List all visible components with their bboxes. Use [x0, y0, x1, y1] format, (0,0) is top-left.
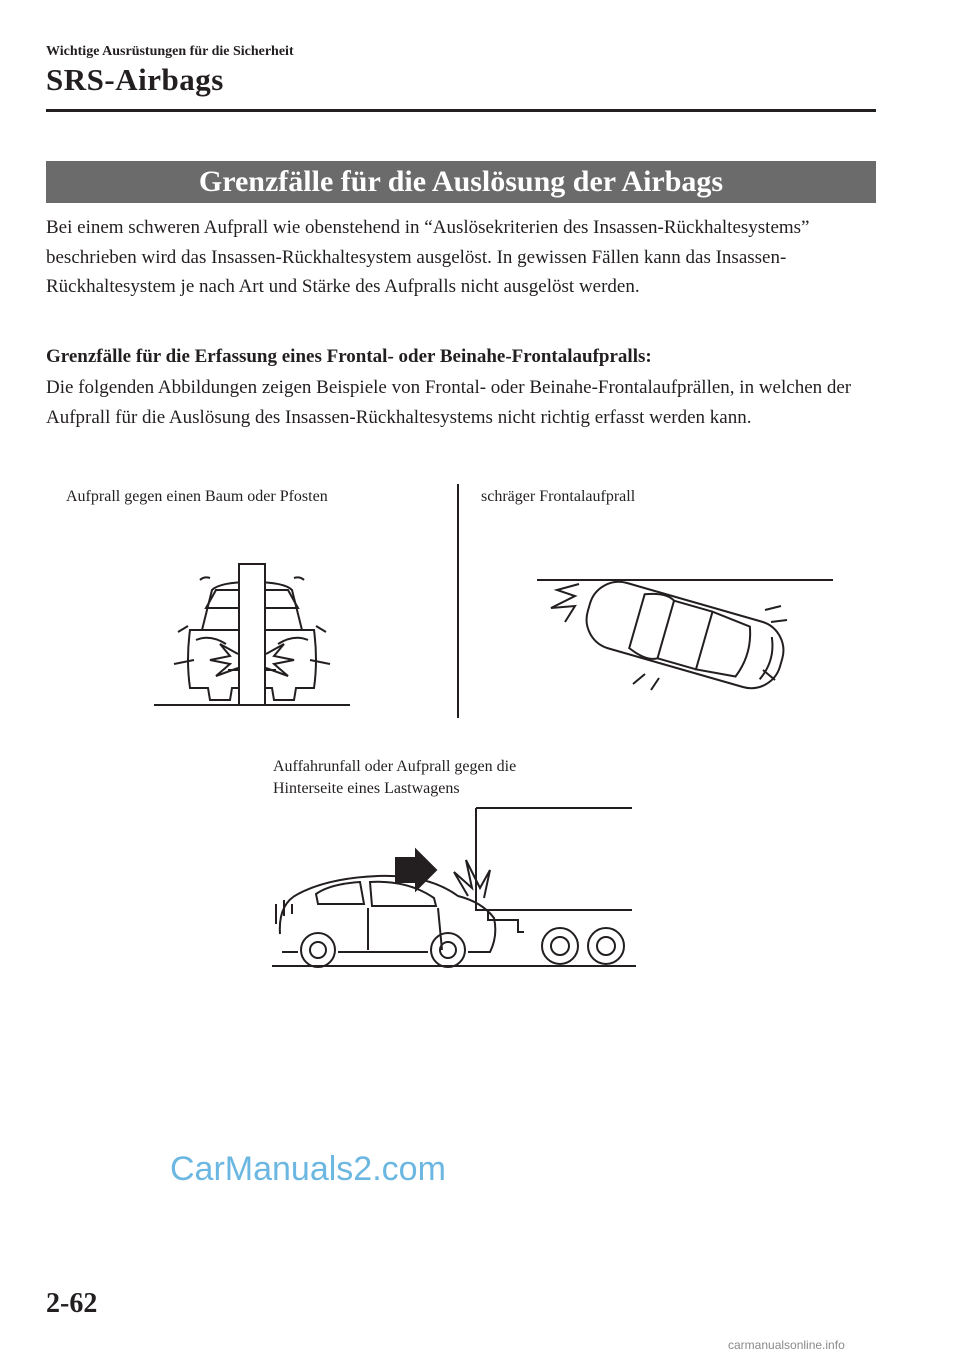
figure-oblique-impact	[535, 570, 835, 700]
body-paragraph: Die folgenden Abbildungen zeigen Beispiele von Frontal- oder Beinahe-Frontalaufprällen, in welchen der Aufprall für die Auslösung des Insassen-Rückhaltesystems nicht richtig erfasst werden kann.	[46, 377, 852, 428]
figure-truck-impact	[268, 800, 640, 972]
header-rule	[46, 109, 876, 112]
footer-url: carmanualsonline.info	[728, 1338, 845, 1352]
caption-truck-impact	[273, 756, 516, 800]
caption-truck-line-1: Auffahrunfall oder Aufprall gegen die	[273, 758, 517, 775]
caption-truck-line-2: Hinterseite eines Lastwagens	[273, 780, 460, 797]
section-banner: Grenzfälle für die Auslösung der Airbags	[46, 161, 876, 203]
caption-oblique-impact: schräger Frontalaufprall	[481, 488, 636, 505]
figure-divider	[457, 484, 459, 718]
figure-pole-impact	[150, 560, 355, 710]
section-label: Wichtige Ausrüstungen für die Sicherheit	[46, 44, 294, 59]
subheading: Grenzfälle für die Erfassung eines Frontal- oder Beinahe-Frontalaufpralls:	[46, 346, 652, 367]
intro-paragraph: Bei einem schweren Aufprall wie obenstehend in “Auslösekriterien des Insassen-Rückhaltesystems” beschrieben wird das Insassen-Rückhaltesystem ausgelöst. In gewissen Fällen kann das Insassen-Rückhaltesystem je nach Art und Stärke des Aufpralls nicht ausgelöst werden.	[46, 217, 810, 297]
page-title: SRS-Airbags	[46, 62, 224, 97]
watermark-logo: CarManuals2.com	[170, 1150, 446, 1188]
page-number: 2-62	[46, 1288, 98, 1319]
caption-tree-impact: Aufprall gegen einen Baum oder Pfosten	[66, 488, 328, 505]
